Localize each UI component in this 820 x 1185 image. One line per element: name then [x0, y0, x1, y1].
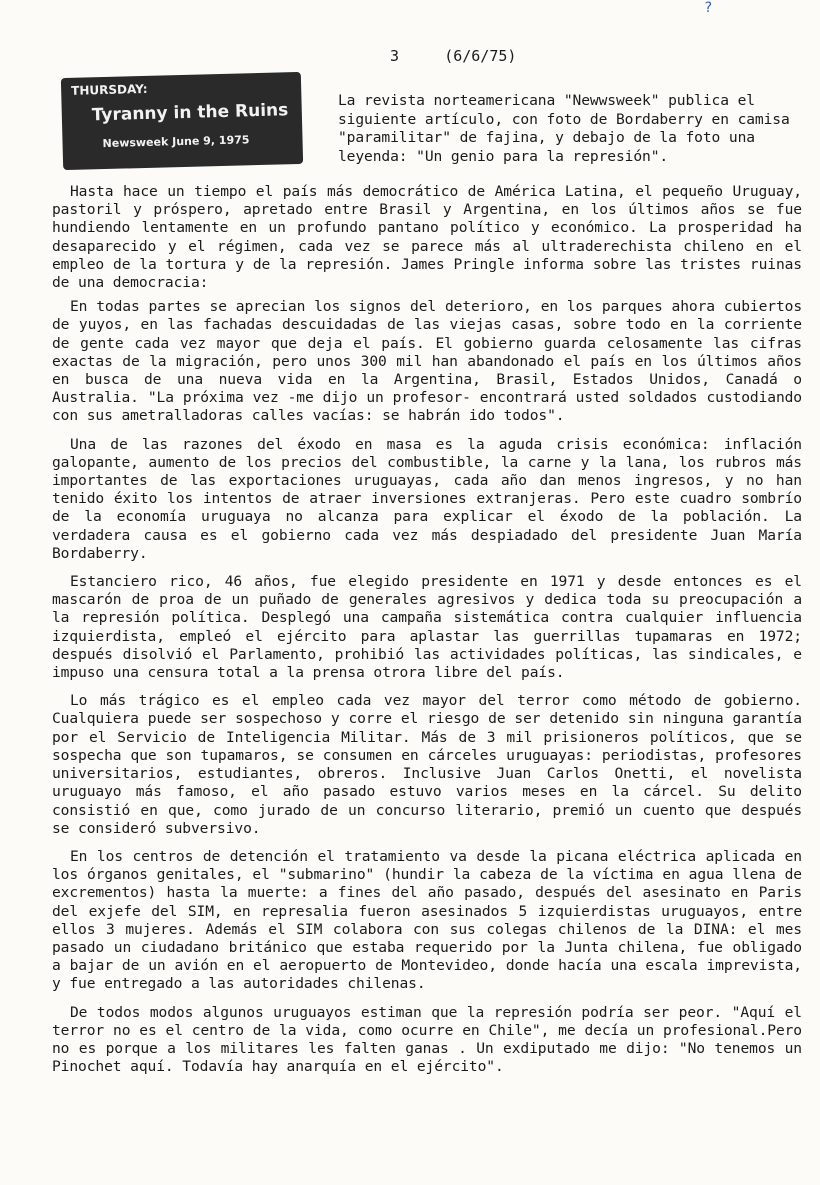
paragraph-4: Estanciero rico, 46 años, fue elegido presidente en 1971 y desde entonces es el mascarón de proa de un puñado de generales agresivos y dedica toda su preocupación a la represión política. Desplegó una campaña sistemática contra cualquier influencia izquierdista, empleó el ejército para aplastar las guerrillas tupamaras en 1972; después disolvió el Parlamento, prohibió las actividades políticas, las sindicales, e impuso una censura total a la prensa otrora libre del país.	[52, 573, 802, 682]
paragraph-5: Lo más trágico es el empleo cada vez mayor del terror como método de gobierno. Cualquiera puede ser sospechoso y corre el riesgo de ser detenido sin ninguna garantía por el Servicio de Inteligencia Militar. Más de 3 mil prisioneros políticos, que se sospecha que son tupamaros, se consumen en cárceles uruguayas: periodistas, profesores universitarios, estudiantes, obreros. Inclusive Juan Carlos Onetti, el novelista uruguayo más famoso, el año pasado estuvo varios meses en la cárcel. Su delito consistió en que, como jurado de un concurso literario, premió un cuento que después se consideró subversivo.	[52, 692, 802, 837]
clipping-day: THURSDAY:	[70, 81, 148, 98]
intro-paragraph: La revista norteamericana "Newwsweek" publica el siguiente artículo, con foto de Bordaberry en camisa "paramilitar" de fajina, y debajo de la foto una leyenda: "Un genio para la represión".	[338, 92, 790, 165]
page-header	[390, 47, 516, 65]
page-number: 3	[390, 47, 400, 65]
paragraph-7: De todos modos algunos uruguayos estiman que la represión podría ser peor. "Aquí el terror no es el centro de la vida, como ocurre en Chile", me decía un profesional.Pero no es porque a los militares les falten ganas . Un exdiputado me dijo: "No tenemos un Pinochet aquí. Todavía hay anarquía en el ejército".	[52, 1003, 802, 1076]
corner-mark: ?	[704, 0, 713, 16]
newsweek-clipping-image	[61, 72, 303, 170]
paragraph-3: Una de las razones del éxodo en masa es la aguda crisis económica: inflación galopante, aumento de los precios del combustible, la carne y la lana, los rubros más importantes de las exportaciones uruguayas, cada año dan menos ingresos, y no han tenido éxito los intentos de atraer inversiones extranjeras. Pero este cuadro sombrío de la economía uruguaya no alcanza para explicar el éxodo de la población. La verdadera causa es el gobierno cada vez más despiadado del presidente Juan María Bordaberry.	[52, 435, 802, 562]
article-body	[52, 183, 802, 1086]
paragraph-2: En todas partes se aprecian los signos del deterioro, en los parques ahora cubiertos de yuyos, en las fachadas descuidadas de las viejas casas, sobre todo en la corriente de gente cada vez mayor que deja el país. El gobierno guarda celosamente las cifras exactas de la migración, pero unos 300 mil han abandonado el país en los últimos años en busca de una nueva vida en la Argentina, Brasil, Estados Unidos, Canadá o Australia. "La próxima vez -me dijo un profesor- encontrará usted soldados custodiando con sus ametralladoras calles vacías: se habrán ido todos".	[52, 298, 802, 425]
page-date: (6/6/75)	[444, 47, 517, 65]
clipping-headline: Tyranny in the Ruins	[91, 100, 289, 126]
clipping-source: Newsweek June 9, 1975	[102, 133, 250, 151]
paragraph-6: En los centros de detención el tratamiento va desde la picana eléctrica aplicada en los órganos genitales, el "submarino" (hundir la cabeza de la víctima en agua llena de excrementos) hasta la muerte: a fines del año pasado, después del asesinato en Paris del exjefe del SIM, en represalia fueron asesinados 5 izquierdistas uruguayos, entre ellos 3 mujeres. Además el SIM colabora con sus colegas chilenos de la DINA: el mes pasado un ciudadano británico que estaba requerido por la Junta chilena, fue obligado a bajar de un avión en el aeropuerto de Montevideo, donde hacía una escala imprevista, y fue entregado a las autoridades chilenas.	[52, 847, 802, 993]
paragraph-1: Hasta hace un tiempo el país más democrático de América Latina, el pequeño Uruguay, pastoril y próspero, apretado entre Brasil y Argentina, en los últimos años se fue hundiendo lentamente en un profundo pantano político y económico. La prosperidad ha desaparecido y el régimen, cada vez se parece más al ultraderechista chileno en el empleo de la tortura y de la represión. James Pringle informa sobre las tristes ruinas de una democracia:	[52, 183, 802, 292]
